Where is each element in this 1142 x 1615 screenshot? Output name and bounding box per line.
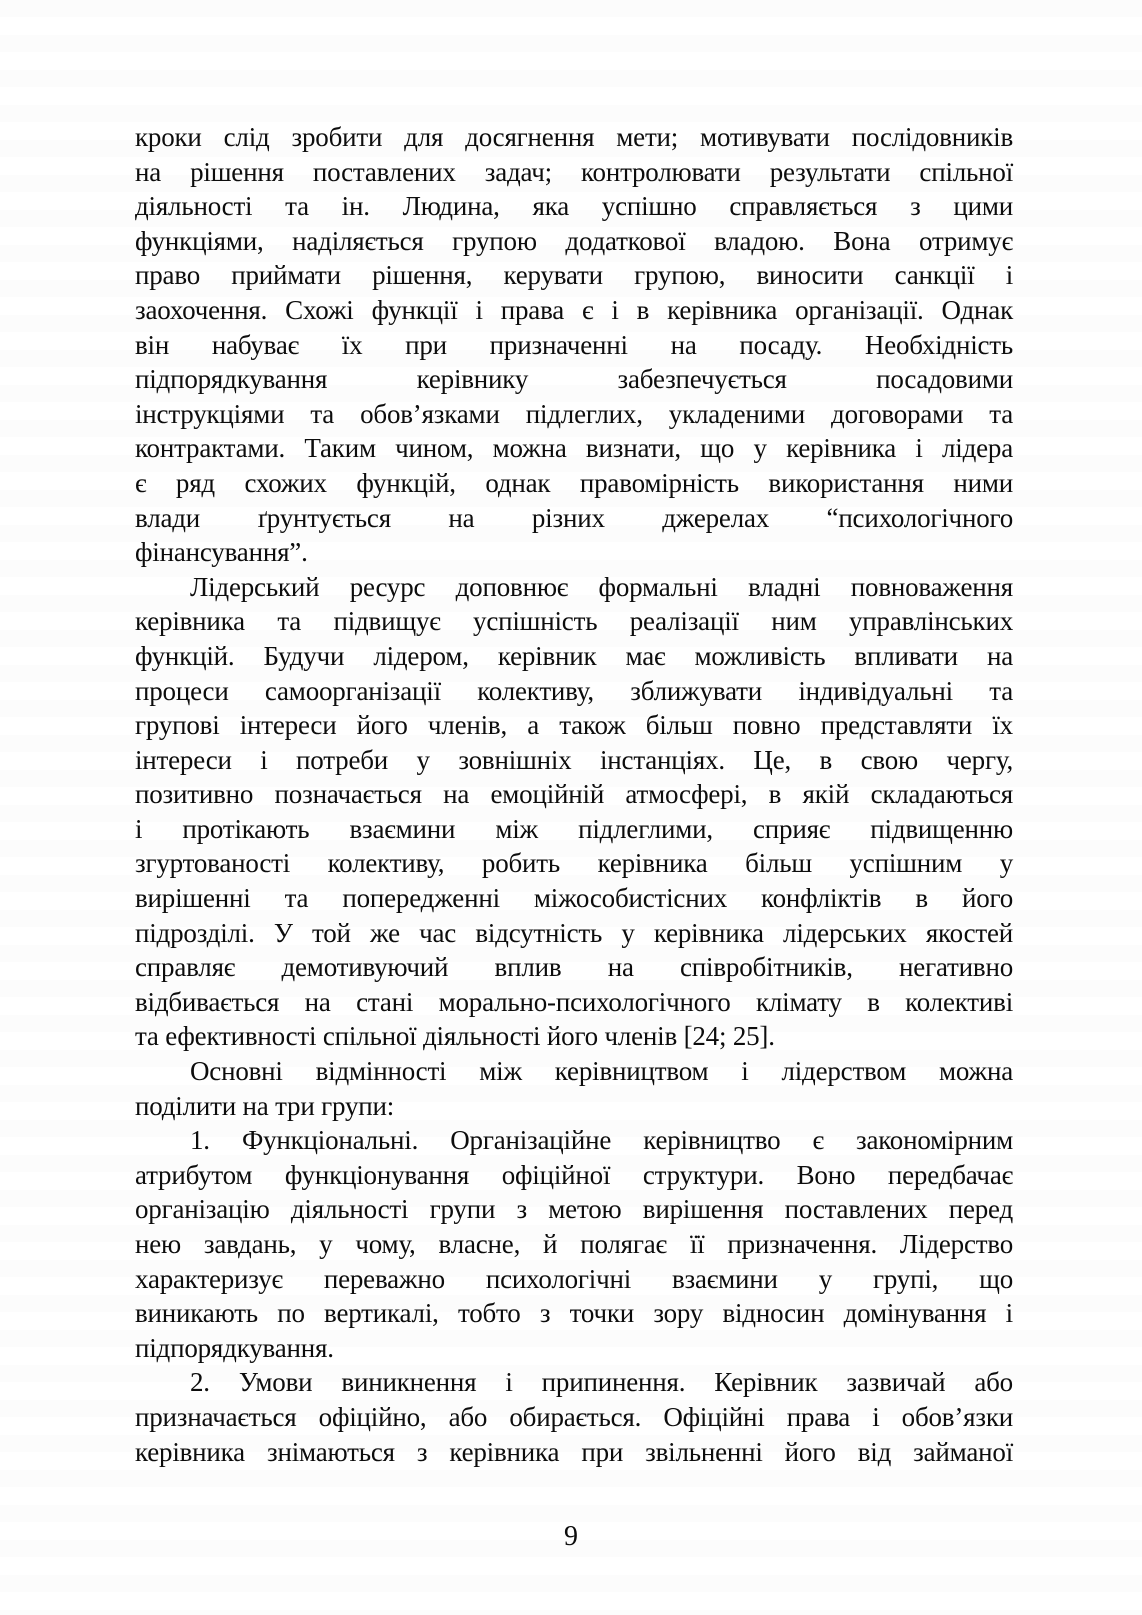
- text-line: влади ґрунтується на різних джерелах “психологічного: [135, 502, 1013, 533]
- text-line: кроки слід зробити для досягнення мети; мотивувати послідовників: [135, 122, 1013, 152]
- text-line: він набуває їх при призначенні на посаду. Необхідність: [135, 329, 1013, 360]
- text-line: відбивається на стані морально-психологічного клімату в колективі: [135, 986, 1013, 1017]
- text-line: Основні відмінності між керівництвом і лідерством можна: [190, 1056, 1013, 1087]
- text-line: атрибутом функціонування офіційної структури. Воно передбачає: [135, 1159, 1013, 1190]
- text-line: підпорядкування.: [135, 1332, 334, 1363]
- text-line: 2. Умови виникнення і припинення. Керівник зазвичай або: [190, 1367, 1013, 1398]
- text-line: виникають по вертикалі, тобто з точки зору відносин домінування і: [135, 1298, 1013, 1329]
- text-line: право приймати рішення, керувати групою, виносити санкції і: [135, 260, 1013, 291]
- text-line: інтереси і потреби у зовнішніх інстанціях. Це, в свою чергу,: [135, 744, 1013, 775]
- text-line: та ефективності спільної діяльності його членів [24; 25].: [135, 1021, 775, 1052]
- text-line: Лідерський ресурс доповнює формальні владні повноваження: [190, 571, 1013, 602]
- text-line: на рішення поставлених задач; контролювати результати спільної: [135, 156, 1013, 187]
- text-line: керівника знімаються з керівника при звільненні його від займаної: [135, 1436, 1013, 1467]
- text-line: згуртованості колективу, робить керівника більш успішним у: [135, 848, 1013, 879]
- text-line: групові інтереси його членів, а також більш повно представляти їх: [135, 710, 1013, 741]
- text-line: фінансування”.: [135, 537, 308, 568]
- text-line: процеси самоорганізації колективу, зближувати індивідуальні та: [135, 675, 1013, 706]
- text-line: і протікають взаємини між підлеглими, сприяє підвищенню: [135, 813, 1013, 844]
- text-line: керівника та підвищує успішність реалізації ним управлінських: [135, 606, 1013, 637]
- text-line: підрозділі. У той же час відсутність у керівника лідерських якостей: [135, 917, 1013, 948]
- text-line: функціями, наділяється групою додаткової владою. Вона отримує: [135, 225, 1013, 256]
- text-line: нею завдань, у чому, власне, й полягає її призначення. Лідерство: [135, 1229, 1013, 1259]
- text-line: підпорядкування керівнику забезпечується посадовими: [135, 364, 1013, 395]
- text-line: заохочення. Схожі функції і права є і в керівника організації. Однак: [135, 294, 1013, 325]
- text-line: позитивно позначається на емоційній атмосфері, в якій складаються: [135, 779, 1013, 810]
- text-line: поділити на три групи:: [135, 1090, 395, 1121]
- text-line: організацію діяльності групи з метою вирішення поставлених перед: [135, 1194, 1013, 1225]
- text-line: контрактами. Таким чином, можна визнати, що у керівника і лідера: [135, 433, 1013, 464]
- text-line: функцій. Будучи лідером, керівник має можливість впливати на: [135, 640, 1013, 671]
- text-line: вирішенні та попередженні міжособистісних конфліктів в його: [135, 883, 1013, 914]
- text-line: характеризує переважно психологічні взаємини у групі, що: [135, 1263, 1013, 1294]
- text-line: діяльності та ін. Людина, яка успішно справляється з цими: [135, 191, 1013, 222]
- page-number: 9: [564, 1521, 578, 1552]
- text-line: призначається офіційно, або обирається. Офіційні права і обов’язки: [135, 1401, 1013, 1432]
- text-line: інструкціями та обов’язками підлеглих, укладеними договорами та: [135, 398, 1013, 429]
- text-block: [135, 120, 1013, 1469]
- text-line: справляє демотивуючий вплив на співробітників, негативно: [135, 952, 1013, 983]
- text-line: 1. Функціональні. Організаційне керівництво є закономірним: [190, 1125, 1013, 1156]
- text-line: є ряд схожих функцій, однак правомірність використання ними: [135, 467, 1013, 498]
